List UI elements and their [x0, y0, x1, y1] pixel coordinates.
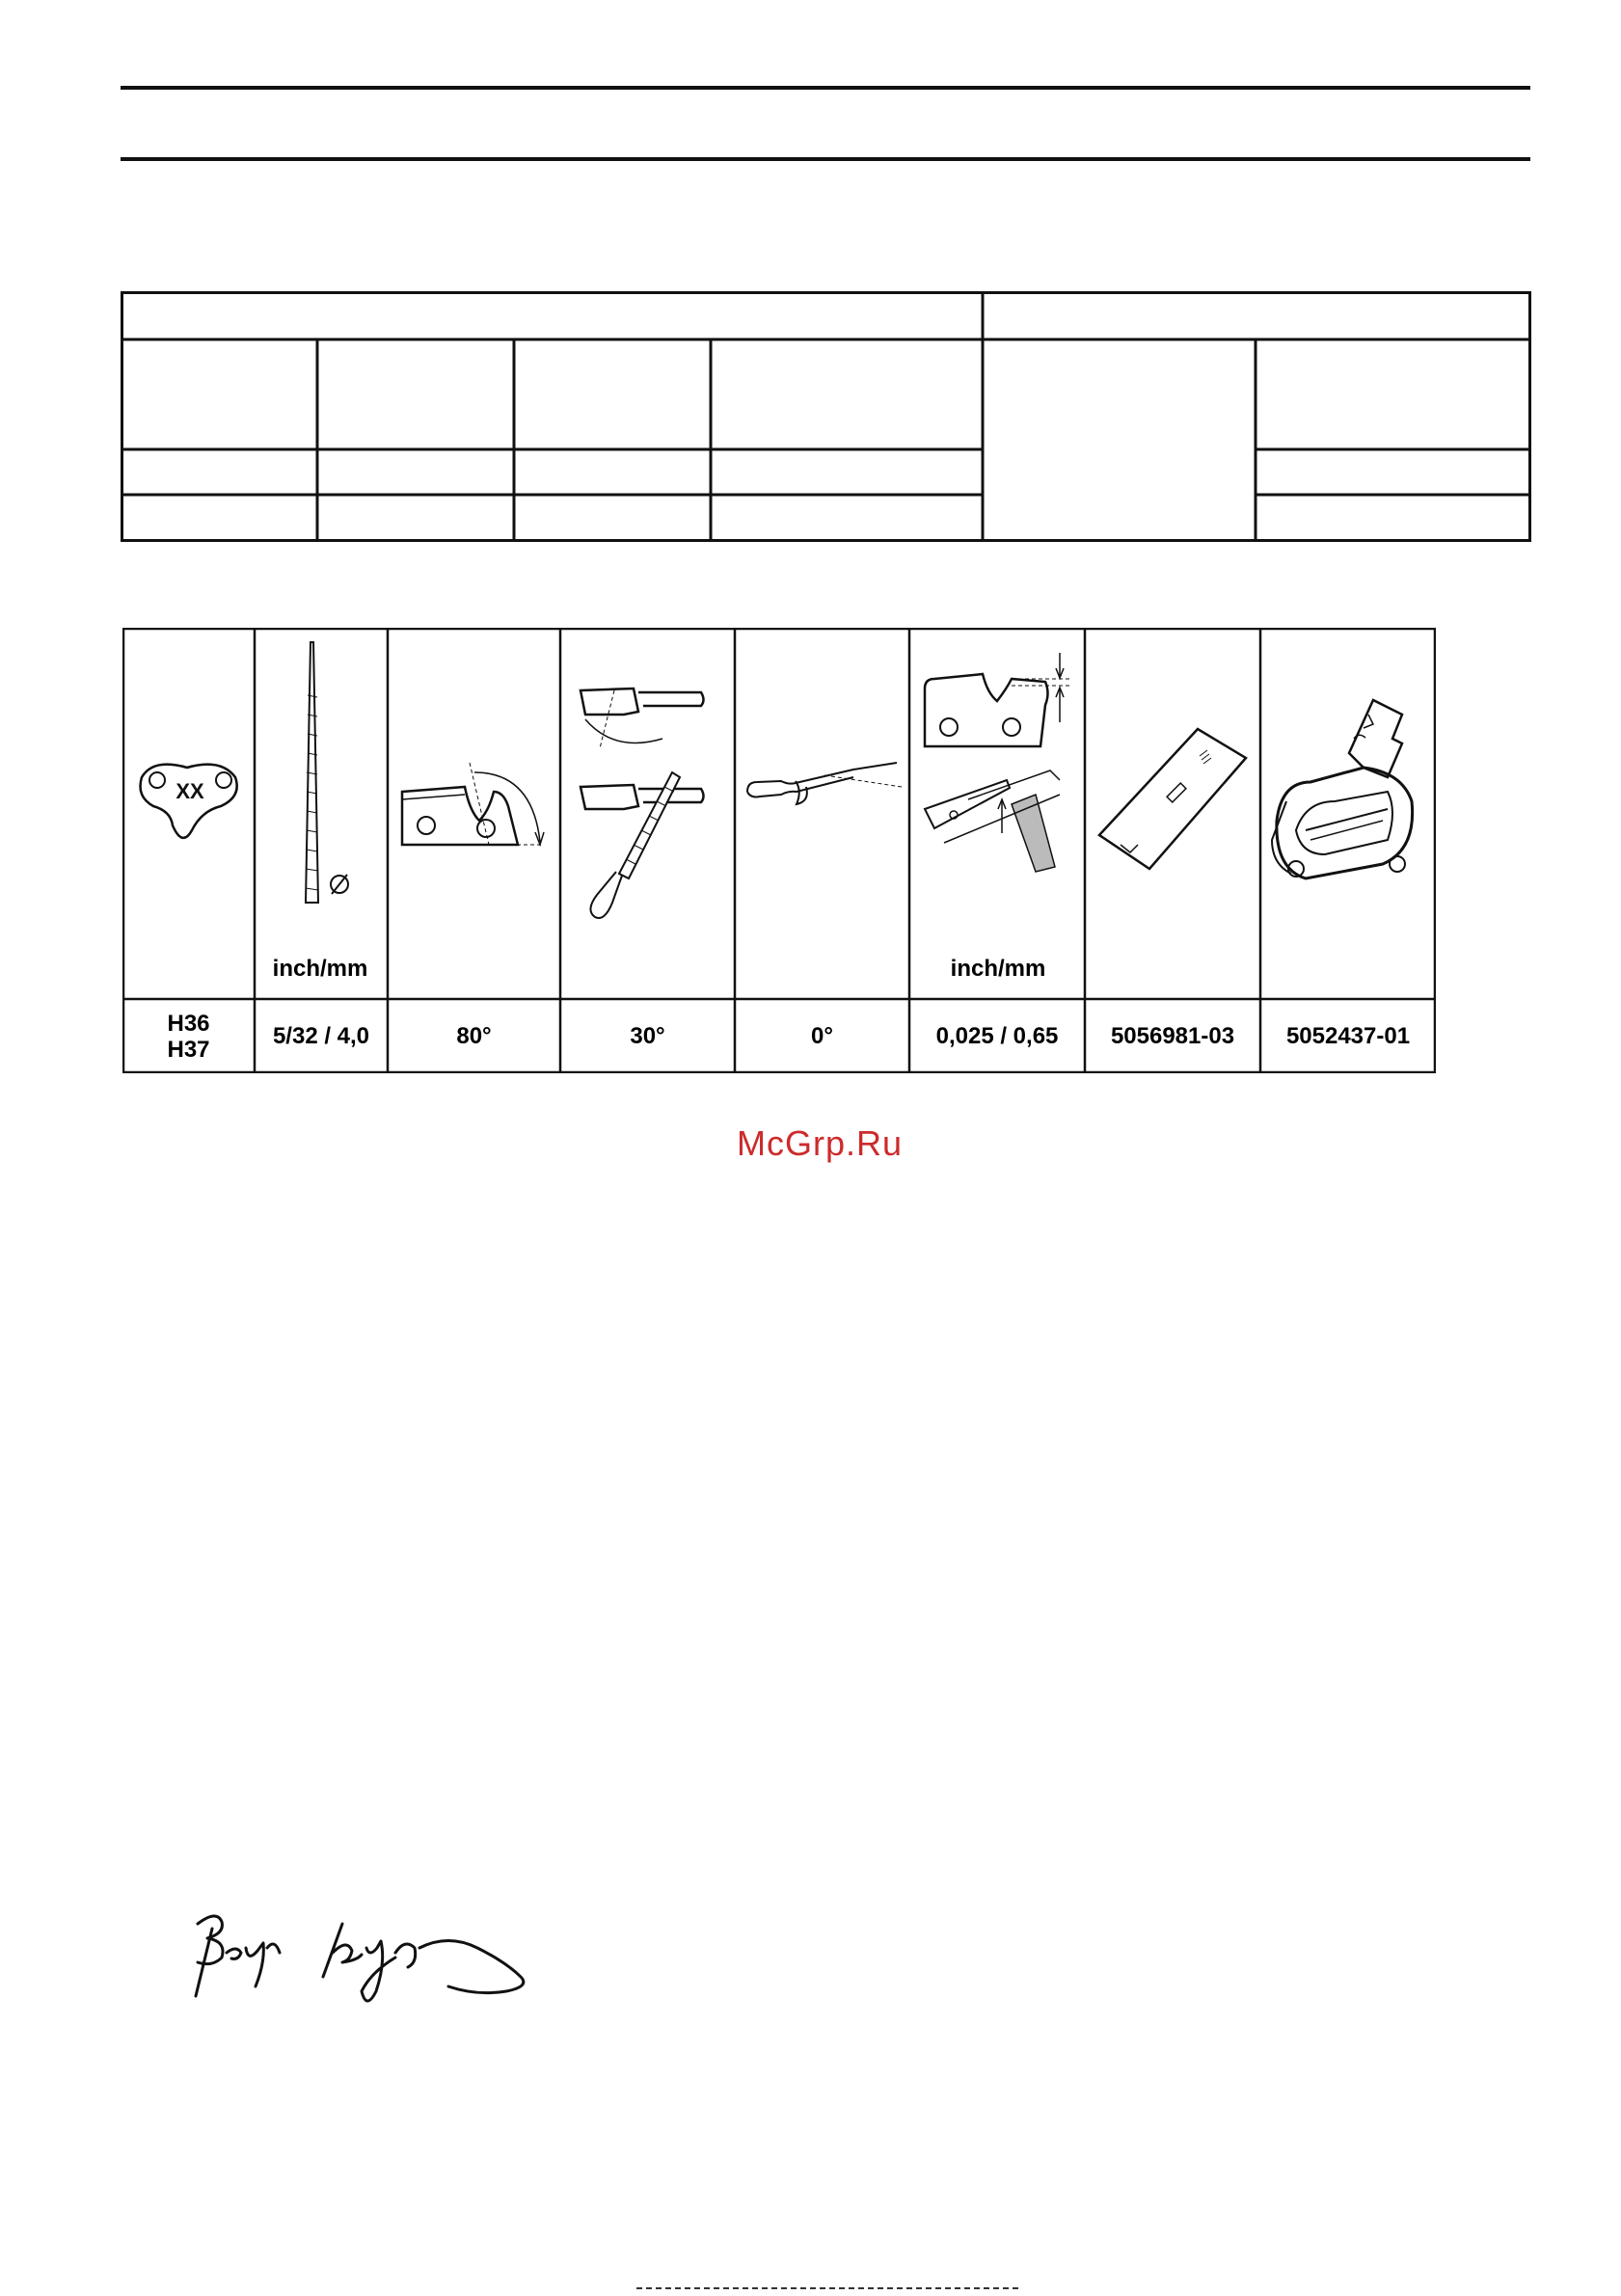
watermark-text: McGrp.Ru	[736, 1123, 904, 1163]
header-rule-top	[121, 86, 1530, 90]
depth-gauge-tool-value: 5056981-03	[1110, 1022, 1235, 1049]
cutter-badge-text: XX	[176, 779, 204, 803]
file-guide-value: 5052437-01	[1285, 1022, 1411, 1049]
file-angle-value: 30°	[630, 1022, 665, 1049]
file-angle-icon	[566, 671, 730, 941]
chain-sharpening-table	[122, 628, 1436, 1073]
cutter-marking-icon	[134, 753, 245, 850]
top-plate-angle-value: 80°	[456, 1022, 492, 1049]
depth-gauge-value: 0,025 / 0,65	[935, 1022, 1059, 1049]
depth-gauge-unit: inch/mm	[950, 956, 1046, 982]
footer-mark	[636, 2286, 1022, 2290]
round-file-icon	[262, 637, 383, 917]
side-plate-angle-value: 0°	[811, 1022, 833, 1049]
chain-type-cell	[122, 999, 255, 1073]
side-plate-angle-icon	[743, 758, 905, 825]
header-rule-bottom	[121, 157, 1530, 161]
chain-type-h37: H37	[167, 1036, 210, 1063]
file-guide-icon	[1267, 695, 1431, 927]
top-plate-angle-icon	[397, 753, 556, 878]
depth-gauge-tool-icon	[1092, 719, 1256, 883]
chain-type-h36: H36	[167, 1010, 210, 1037]
specification-grid	[121, 291, 1531, 542]
file-diameter-unit: inch/mm	[272, 956, 368, 982]
signature-image	[188, 1904, 545, 2049]
depth-gauge-icon	[915, 635, 1081, 915]
file-diameter-value: 5/32 / 4,0	[272, 1022, 370, 1049]
